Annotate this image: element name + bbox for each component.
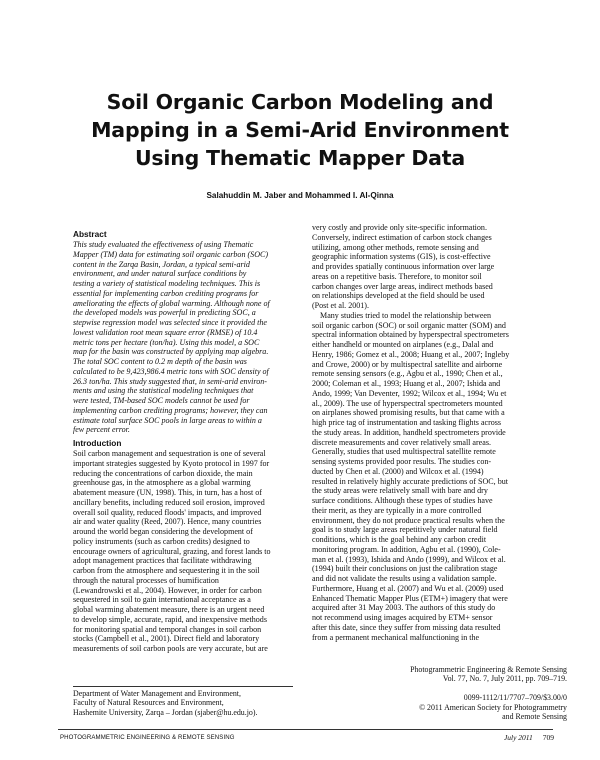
text-line: resulted in relatively highly accurate predictions of SOC, but [312, 476, 508, 486]
text-line: (1994) built their conclusions on just the calibration stage [312, 564, 498, 574]
text-line: 2000; Coleman et al., 1993; Huang et al., 2007; Ishida and [312, 379, 501, 388]
text-line: stepwise regression model was selected since it provided the [73, 318, 267, 327]
affiliation-rule [73, 686, 293, 687]
text-line: measurements of soil carbon pools are very accurate, but are [73, 644, 268, 653]
text-line: man et al. (1993), Ishida and Ando (1999), and Wilcox et al. [312, 554, 506, 564]
text-line: ducted by Chen et al. (2000) and Wilcox et al. (1994) [312, 466, 484, 476]
text-line: monitoring program. In addition, Agbu et al. (1990), Cole- [312, 544, 501, 554]
text-line: goal is to study large areas repetitively under natural field [312, 525, 498, 535]
text-line: on relationships developed at the field should be used [312, 291, 485, 301]
text-line: were tested, TM-based SOC models cannot be used for [73, 396, 250, 405]
text-line: Henry, 1986; Gomez et al., 2008; Huang et al., 2007; Ingleby [312, 349, 510, 359]
title-line: Using Thematic Mapper Data [134, 146, 466, 170]
text-line: (Post et al. 2001). [312, 301, 369, 310]
introduction-heading: Introduction [73, 438, 122, 448]
footer-rule [58, 729, 553, 730]
text-line: adopt management practices that facilitate withdrawing [73, 556, 252, 566]
text-line: to develop simple, accurate, rapid, and inexpensive methods [73, 614, 267, 624]
text-line: encourage owners of agricultural, grazing, and forest lands to [73, 546, 271, 556]
text-line: ancillary benefits, including reduced soil erosion, improved [73, 497, 265, 507]
text-line: stocks (Campbell et al., 2001). Direct field and laboratory [73, 634, 260, 644]
text-line: acquired after 31 May 2003. The authors of this study do [312, 603, 496, 613]
footer-journal: PHOTOGRAMMETRIC ENGINEERING & REMOTE SENSING [60, 734, 235, 741]
text-line: Furthermore, Huang et al. (2007) and Wu et al. (2009) used [312, 583, 504, 593]
title-line: Mapping in a Semi-Arid Environment [91, 118, 509, 142]
text-line: ameliorating the effects of global warming. Although none of [73, 298, 270, 308]
text-line: essential for implementing carbon crediting programs for [73, 288, 259, 298]
paper-authors: Salahuddin M. Jaber and Mohammed I. Al-Qinna [206, 191, 394, 200]
text-line: overall soil quality, reduced floods' impacts, and improved [73, 507, 262, 517]
copyright-line: © 2011 American Society for Photogrammetry [419, 702, 567, 712]
text-line: the study areas. In addition, handheld spectrometers provide [312, 427, 506, 437]
journal-info [410, 665, 567, 722]
text-line: (Lewandrowski et al., 2004). However, in order for carbon [73, 585, 262, 595]
text-line: lowest validation root mean square error (RMSE) of 10.4 [73, 327, 258, 337]
text-line: map for the basin was constructed by applying map algebra. [73, 347, 269, 357]
text-line: and provides spatially continuous information over large [312, 262, 495, 271]
text-line: their merit, as they are typically in a more controlled [312, 505, 482, 515]
journal-name: Photogrammetric Engineering & Remote Sensing [410, 665, 567, 674]
text-line: environment, they do not produce practical results when the [312, 515, 505, 525]
text-line: Ando, 1999; Van Deventer, 1992; Wilcox et al., 1994; Wu et [312, 388, 507, 398]
text-line: carbon changes over large areas, indirect methods based [312, 281, 493, 291]
text-line: utilizing, among other methods, remote sensing and [312, 242, 479, 252]
text-line: This study evaluated the effectiveness of using Thematic [73, 240, 254, 249]
text-line: for monitoring spatial and temporal changes in soil carbon [73, 624, 262, 634]
right-column-body [312, 223, 554, 642]
text-line: greenhouse gas, in the atmosphere as a global warming [73, 478, 251, 488]
text-line: 26.3 ton/ha. This study suggested that, in semi-arid environ- [73, 376, 267, 386]
text-line: content in the Zarqa Basin, Jordan, a typical semi-arid [73, 259, 250, 269]
text-line: policy instruments (such as carbon credits) designed to [73, 536, 250, 546]
text-line: estimate total surface SOC pools in large areas to within a [73, 415, 262, 425]
affiliation-line: Department of Water Management and Environment, [73, 689, 241, 698]
text-line: important strategies suggested by Kyoto protocol in 1997 for [73, 458, 270, 468]
text-line: calculated to be 9,423,986.4 metric tons with SOC density of [73, 366, 269, 376]
text-line: around the world began considering the development of [73, 527, 253, 536]
title-line: Soil Organic Carbon Modeling and [106, 90, 494, 114]
text-line: not recommend using images acquired by ETM+ sensor [312, 613, 493, 622]
text-line: conditions, which is the goal behind any carbon credit [312, 535, 487, 544]
affiliation-line: Faculty of Natural Resources and Environment, [73, 698, 224, 708]
footer-month: July 2011 [503, 733, 533, 742]
text-line: al., 2009). The use of hyperspectral spectrometers mounted [312, 398, 503, 408]
text-line: surface conditions. Although these types of studies have [312, 496, 493, 505]
text-line: implementing carbon crediting programs; however, they can [73, 405, 268, 415]
text-line: Mapper (TM) data for estimating soil organic carbon (SOC) [73, 249, 269, 259]
introduction-body [73, 449, 303, 654]
text-line: Many studies tried to model the relationship between [312, 310, 492, 320]
abstract-body [73, 240, 303, 435]
text-line: sequestered in soil to gain international acceptance as a [73, 595, 251, 605]
text-line: global warming abatement measure, there is an urgent need [73, 605, 265, 614]
text-line: Conversely, indirect estimation of carbon stock changes [312, 232, 492, 242]
text-line: environment, and under natural surface conditions by [73, 269, 247, 279]
text-line: on airplanes showed promising results, but that came with a [312, 408, 505, 418]
text-line: testing a variety of statistical modeling techniques. This is [73, 279, 261, 288]
text-line: the developed models was powerful in predicting SOC, a [73, 308, 256, 318]
text-line: discrete measurements and cover relatively small areas. [312, 437, 491, 447]
text-line: from a permanent mechanical malfunctioning in the [312, 632, 480, 642]
journal-volume: Vol. 77, No. 7, July 2011, pp. 709–719. [442, 674, 567, 684]
text-line: and Crowe, 2000) or by multispectral satellite and airborne [312, 359, 503, 369]
text-line: reducing the concentrations of carbon dioxide, the main [73, 468, 253, 478]
footer-page-info [504, 733, 554, 742]
text-line: remote sensing sensors (e.g., Agbu et al., 1990; Chen et al., [312, 369, 503, 379]
text-line: Enhanced Thematic Mapper Plus (ETM+) imagery that were [312, 593, 508, 603]
text-line: and did not validate the results using a validation sample. [312, 574, 497, 583]
text-line: few percent error. [73, 425, 130, 435]
page-number: 709 [542, 733, 554, 742]
copyright-line: and Remote Sensing [502, 712, 567, 722]
text-line: metric tons per hectare (ton/ha). Using this model, a SOC [73, 337, 260, 347]
text-line: geographic information systems (GIS), is cost-effective [312, 252, 491, 262]
text-line: The total SOC content to 0.2 m depth of the basin was [73, 357, 247, 366]
affiliation-line: Hashemite University, Zarqa – Jordan (sjaber@hu.edu.jo). [73, 707, 258, 717]
text-line: after this date, since they suffer from missing data resulted [312, 622, 501, 632]
text-line: spectral information obtained by hyperspectral spectrometers [312, 330, 509, 340]
text-line: high price tag of instrumentation and tasking flights across [312, 418, 502, 427]
journal-issn: 0099-1112/11/7707–709/$3.00/0 [463, 693, 567, 703]
abstract-heading: Abstract [73, 229, 107, 239]
text-line: Soil carbon management and sequestration is one of several [73, 449, 266, 458]
text-line: very costly and provide only site-specific information. [312, 223, 487, 232]
text-line: areas on a repetitive basis. Therefore, to monitor soil [312, 271, 482, 281]
text-line: soil organic carbon (SOC) or soil organic matter (SOM) and [312, 320, 506, 330]
text-line: the study areas were relatively small with bare and dry [312, 486, 488, 496]
text-line: abatement measure (UN, 1998). This, in turn, has a host of [73, 488, 262, 497]
text-line: Generally, studies that used multispectral satellite remote [312, 447, 496, 457]
text-line: carbon from the atmosphere and sequestering it in the soil [73, 566, 260, 575]
paper-title [60, 88, 540, 172]
text-line: sensing systems provided poor results. The studies con- [312, 457, 492, 466]
text-line: air and water quality (Reed, 2007). Hence, many countries [73, 517, 262, 527]
text-line: either handheld or mounted on airplanes (e.g., Dalal and [312, 340, 494, 349]
author-affiliation [73, 689, 257, 717]
text-line: through the natural processes of humification [73, 575, 219, 585]
text-line: ments and using the statistical modeling techniques that [73, 386, 254, 396]
